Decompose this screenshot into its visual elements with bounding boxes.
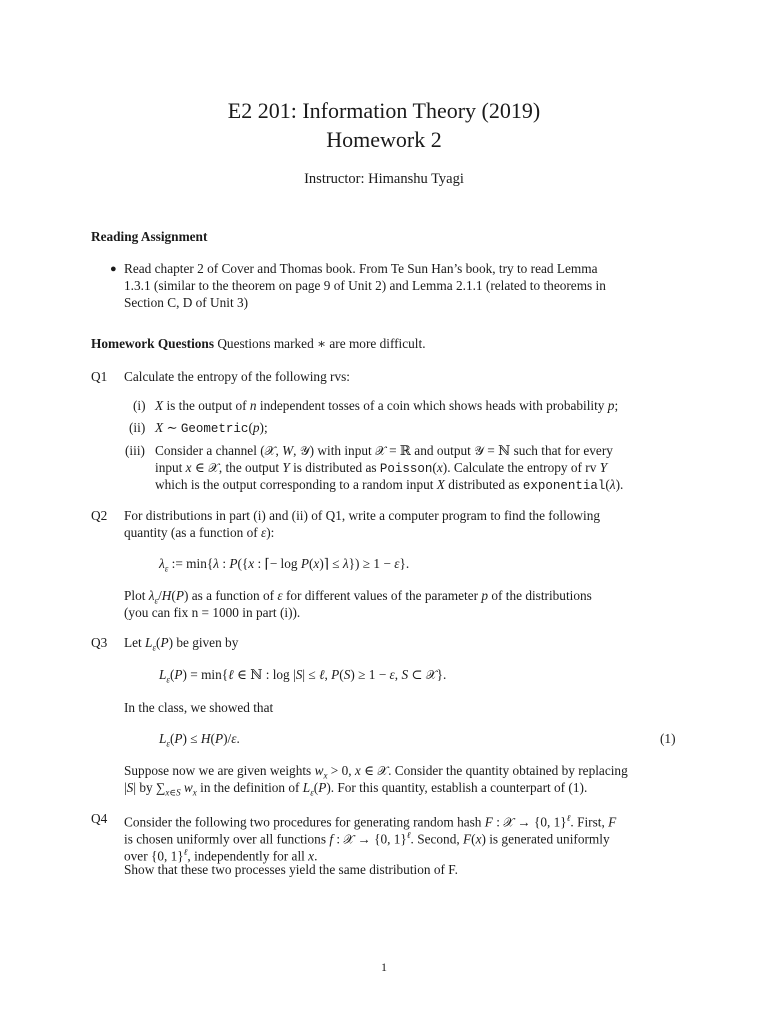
exponential-label: exponential <box>522 479 606 493</box>
reading-line-1: Read chapter 2 of Cover and Thomas book. From Te Sun Han’s book, try to read Lemma <box>124 261 598 276</box>
q1-ii-text: X ∼ Geometric(p); <box>155 420 268 436</box>
page-number: 1 <box>381 960 387 974</box>
q3-equation-1: $L_\varepsilon(P)$ = min{ℓ ∈ ℕ : log |S| ≤ ℓ, P(S) ≥ 1 − ε, S ⊂ 𝒳}. <box>159 667 447 685</box>
reading-line-2: 1.3.1 (similar to the theorem on page 9 of Unit 2) and Lemma 2.1.1 (related to theorems in <box>124 278 606 293</box>
q4-line-3: over {0, 1}$^\ell$, independently for all x. <box>124 847 318 864</box>
q4-line-4: Show that these two processes yield the same distribution of F. <box>124 862 458 877</box>
q2-equation: $\lambda_\varepsilon$ := min{λ : P({x : ⌈− log P(x)⌉ ≤ λ}) ≥ 1 − ε}. <box>159 556 410 574</box>
instructor-line: Instructor: Himanshu Tyagi <box>304 171 464 187</box>
q2-line-4: (you can fix n = 1000 in part (i)). <box>124 605 301 620</box>
q4-label: Q4 <box>91 811 108 826</box>
poisson-label: Poisson <box>379 462 433 476</box>
q1-iii-line-1: Consider a channel (𝒳, W, 𝒴) with input 𝒳 = ℝ and output 𝒴 = ℕ such that for every <box>155 443 613 458</box>
q2-label: Q2 <box>91 508 108 523</box>
document-title: E2 201: Information Theory (2019) <box>227 98 541 123</box>
equation-number: (1) <box>660 731 676 746</box>
reading-line-3: Section C, D of Unit 3) <box>124 295 249 310</box>
q1-i-text: X is the output of n independent tosses of a coin which shows heads with probability p; <box>155 398 619 413</box>
q3-equation-2: $L_\varepsilon(P) \le H(P)/\varepsilon$. <box>159 731 240 749</box>
homework-header <box>91 335 426 352</box>
q1-iii-line-3: which is the output corresponding to a random input X distributed as exponential(λ). <box>155 477 624 493</box>
q4-line-2: is chosen uniformly over all functions f : 𝒳 → {0, 1}$^\ell$. Second, F(x) is generated uniformly <box>124 830 610 847</box>
q3-line-1: Let $L_\varepsilon(P)$ be given by <box>124 635 239 653</box>
bullet-icon: ● <box>110 263 117 275</box>
document-subtitle: Homework 2 <box>326 127 442 152</box>
q3-line-2: In the class, we showed that <box>124 700 274 715</box>
homework-heading: Homework Questions <box>91 336 214 351</box>
q1-iii-label: (iii) <box>125 443 145 458</box>
geometric-label: Geometric <box>180 422 249 436</box>
q1-ii-label: (ii) <box>129 420 146 435</box>
q2-line-1: For distributions in part (i) and (ii) of Q1, write a computer program to find the following <box>124 508 601 523</box>
q3-line-3: Suppose now we are given weights $w_x > 0$, x ∈ 𝒳. Consider the quantity obtained by replacing <box>124 763 628 781</box>
q2-line-2: quantity (as a function of ε): <box>124 525 275 540</box>
q4-line-1: Consider the following two procedures for generating random hash F : 𝒳 → {0, 1}$^\ell$. First, F <box>124 813 617 830</box>
q3-line-4: |S| by $\sum_{x\in S}$ $w_x$ in the definition of $L_\varepsilon(P)$. For this quantity, establish a counterpart of (1). <box>124 780 588 798</box>
q1-iii-line-2: input x ∈ 𝒳, the output Y is distributed as Poisson(x). Calculate the entropy of rv Y <box>155 460 608 476</box>
q1-intro: Calculate the entropy of the following rvs: <box>124 369 350 384</box>
reading-heading: Reading Assignment <box>91 229 208 244</box>
homework-note: Questions marked ∗ are more difficult. <box>217 336 426 351</box>
q1-i-label: (i) <box>133 398 146 413</box>
q1-label: Q1 <box>91 369 108 384</box>
q3-label: Q3 <box>91 635 108 650</box>
q2-line-3: Plot $\lambda_\varepsilon/H(P)$ as a function of ε for different values of the parameter p of the distributions <box>124 588 592 606</box>
